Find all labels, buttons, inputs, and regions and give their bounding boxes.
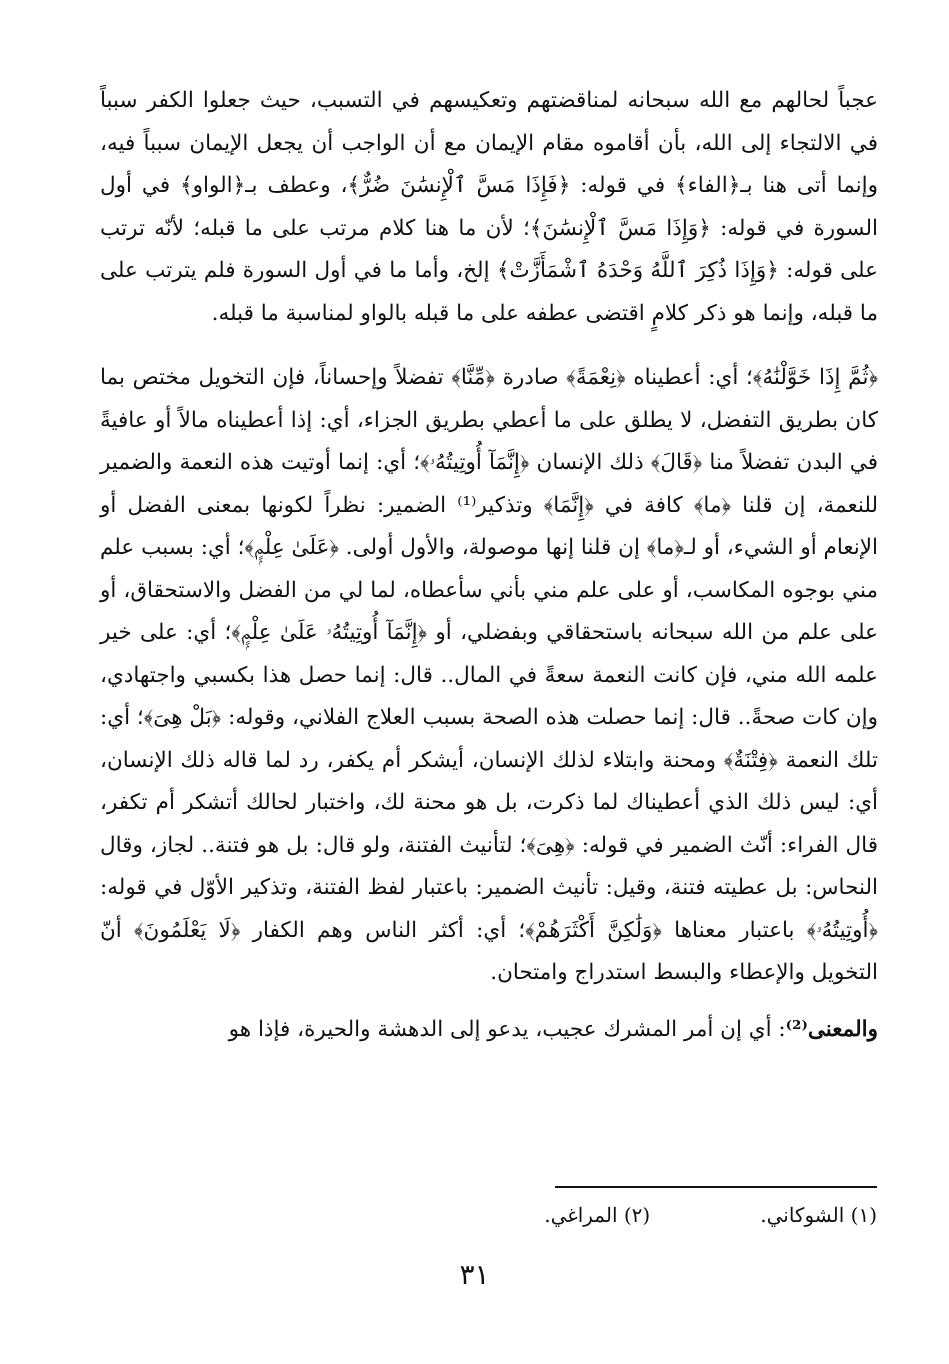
footnote-separator [555, 1186, 877, 1188]
paragraph-3-lead: والمعنى⁽²⁾ [785, 1016, 878, 1042]
footnote-1: (١) الشوكاني. [760, 1203, 877, 1227]
paragraph-1: عجباً لحالهم مع الله سبحانه لمناقضتهم وتعكيسهم في التسبب، حيث جعلوا الكفر سبباً في الالتجاء إلى الله، بأن أقاموه مقام الإيمان مع أن الواجب أن يجعل الإيمان سبباً فيه، وإنما أتى هنا بـ﴿الفاء﴾ في قوله: ﴿فَإِذَا مَسَّ ٱلْإِنسَٰنَ ضُرٌّ﴾، وعطف بـ﴿الواو﴾ في أول السورة في قوله: ﴿وَإِذَا مَسَّ ٱلْإِنسَٰنَ﴾؛ لأن ما هنا كلام مرتب على ما قبله؛ لأنّه ترتب على قوله: ﴿وَإِذَا ذُكِرَ ٱللَّهُ وَحْدَهُ ٱشْمَأَزَّتْ﴾ إلخ، وأما ما في أول السورة فلم يترتب على ما قبله، وإنما هو ذكر كلامٍ اقتضى عطفه على ما قبله بالواو لمناسبة ما قبله. [100, 88, 878, 326]
paragraph-3-text: : أي إن أمر المشرك عجيب، يدعو إلى الدهشة والحيرة، فإذا هو [228, 1016, 786, 1042]
footnotes [317, 1200, 877, 1230]
page-number: ٣١ [459, 1258, 490, 1291]
paragraph-3 [100, 1009, 878, 1052]
paragraph-gap [100, 335, 878, 357]
paragraph-gap [100, 995, 878, 1009]
page-body [100, 80, 878, 1051]
paragraph-2: ﴿ثُمَّ إِذَا خَوَّلْنَٰهُ﴾؛ أي: أعطيناه ﴿نِعْمَةً﴾ صادرة ﴿مِّنَّا﴾ تفضلاً وإحساناً، فإن التخويل مختص بما كان بطريق التفضل، لا يطلق على ما أعطي بطريق الجزاء، أي: إذا أعطيناه مالاً أو عافيةً في البدن تفضلاً منا ﴿قَالَ﴾ ذلك الإنسان ﴿إِنَّمَآ أُوتِيتُهُۥ﴾؛ أي: إنما أوتيت هذه النعمة والضمير للنعمة، إن قلنا ﴿ما﴾ كافة في ﴿إِنَّمَا﴾ وتذكير⁽¹⁾ الضمير: نظراً لكونها بمعنى الفضل أو الإنعام أو الشيء، أو لـ﴿ما﴾ إن قلنا إنها موصولة، والأول أولى. ﴿عَلَىٰ عِلْمٍۭ﴾؛ أي: بسبب علم مني بوجوه المكاسب، أو على علم مني بأني سأعطاه، لما لي من الفضل والاستحقاق، أو على علم من الله سبحانه باستحقاقي وبفضلي، أو ﴿إِنَّمَآ أُوتِيتُهُۥ عَلَىٰ عِلْمٍۭ﴾؛ أي: على خير علمه الله مني، فإن كانت النعمة سعةً في المال.. قال: إنما حصل هذا بكسبي واجتهادي، وإن كات صحةً.. قال: إنما حصلت هذه الصحة بسبب العلاج الفلاني، وقوله: ﴿بَلْ هِىَ﴾؛ أي: تلك النعمة ﴿فِتْنَةٌ﴾ ومحنة وابتلاء لذلك الإنسان، أيشكر أم يكفر، رد لما قاله ذلك الإنسان، أي: ليس ذلك الذي أعطيناك لما ذكرت، بل هو محنة لك، واختبار لحالك أتشكر أم تكفر، قال الفراء: أنّث الضمير في قوله: ﴿هِىَ﴾؛ لتأنيث الفتنة، ولو قال: بل هو فتنة.. لجاز، وقال النحاس: بل عطيته فتنة، وقيل: تأنيث الضمير: باعتبار لفظ الفتنة، وتذكير الأوّل في قوله: ﴿أُوتِيتُهُۥ﴾ باعتبار معناها ﴿وَلَٰكِنَّ أَكْثَرَهُمْ﴾؛ أي: أكثر الناس وهم الكفار ﴿لَا يَعْلَمُونَ﴾ أنّ التخويل والإعطاء والبسط استدراج وامتحان. [100, 365, 878, 985]
footnote-2: (٢) المراغي. [544, 1203, 651, 1227]
